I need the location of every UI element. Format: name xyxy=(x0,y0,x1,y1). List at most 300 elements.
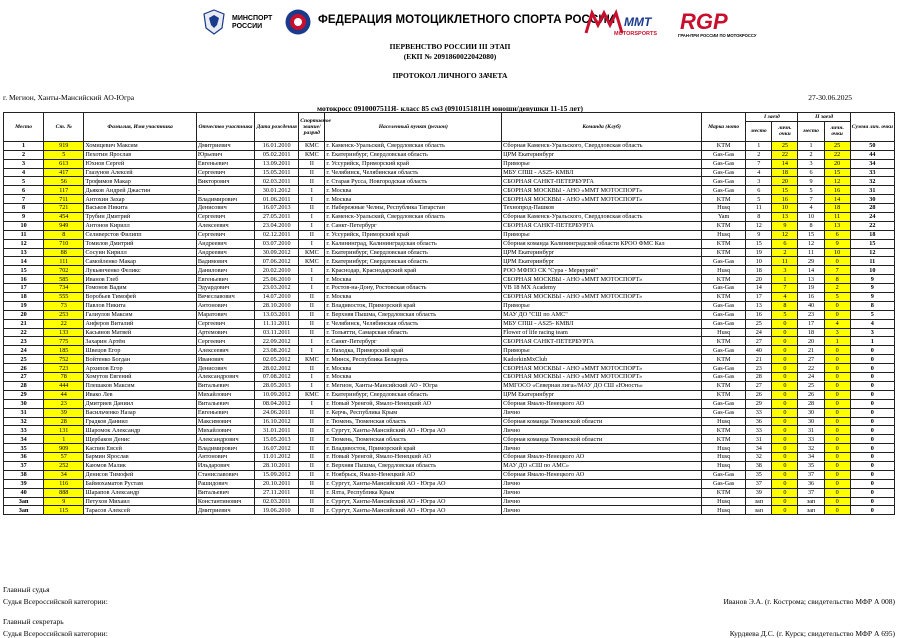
cell-race1-pos: 12 xyxy=(746,221,772,230)
cell-race2-pos: 5 xyxy=(798,186,824,195)
cell-race1-pos: 5 xyxy=(746,195,772,204)
cell-brand: KTM xyxy=(702,390,746,399)
table-row xyxy=(4,479,895,488)
col-name: Фамилия, Имя участника xyxy=(84,113,197,142)
cell-team: СБОРНАЯ САНКТ-ПЕТЕРБУРГА xyxy=(502,221,702,230)
cell-total: 0 xyxy=(850,488,894,497)
cell-dob: 15.05.2013 xyxy=(255,435,299,444)
cell-rank: I xyxy=(299,266,325,275)
cell-patronymic: Евгеньевич xyxy=(196,275,254,284)
cell-city: г. Владивосток, Приморский край xyxy=(325,301,502,310)
cell-brand: Gas-Gas xyxy=(702,257,746,266)
cell-name: Гомонов Вадим xyxy=(84,284,197,293)
cell-place: 33 xyxy=(4,426,44,435)
cell-brand: Gas-Gas xyxy=(702,159,746,168)
cell-race2-pts: 15 xyxy=(824,168,850,177)
cell-team: Flower of life racing team xyxy=(502,328,702,337)
cell-name: Петухов Михаил xyxy=(84,497,197,506)
cell-race1-pos: 25 xyxy=(746,319,772,328)
cell-brand: Gas-Gas xyxy=(702,168,746,177)
cell-total: 11 xyxy=(850,257,894,266)
cell-patronymic: Денисович xyxy=(196,204,254,213)
cell-name: Ивако Лев xyxy=(84,390,197,399)
table-row xyxy=(4,408,895,417)
cell-patronymic: Витальевич xyxy=(196,399,254,408)
mmt-motorsports-logo xyxy=(584,9,656,37)
cell-race2-pos: 11 xyxy=(798,248,824,257)
table-row xyxy=(4,461,895,470)
cell-number: 28 xyxy=(44,417,84,426)
table-row xyxy=(4,373,895,382)
table-row xyxy=(4,453,895,462)
cell-patronymic: Сергеевич xyxy=(196,168,254,177)
cell-race2-pts: 0 xyxy=(824,506,850,515)
cell-team: СБОРНАЯ МОСКВЫ - АНО «ММТ МОТОСПОРТ» xyxy=(502,364,702,373)
col-number: Ст. № xyxy=(44,113,84,142)
table-row xyxy=(4,426,895,435)
cell-race2-pos: 8 xyxy=(798,221,824,230)
cell-patronymic: - xyxy=(196,186,254,195)
cell-patronymic: Максимович xyxy=(196,417,254,426)
cell-city: г. Тюмень, Тюменская область xyxy=(325,417,502,426)
cell-number: 454 xyxy=(44,213,84,222)
cell-race1-pos: 13 xyxy=(746,301,772,310)
cell-place: 32 xyxy=(4,417,44,426)
cell-dob: 28.05.2013 xyxy=(255,381,299,390)
cell-race1-pos: 4 xyxy=(746,168,772,177)
cell-brand: KTM xyxy=(702,337,746,346)
col-brand: Марка мото xyxy=(702,113,746,142)
cell-race1-pos: 27 xyxy=(746,381,772,390)
cell-race1-pos: 6 xyxy=(746,186,772,195)
cell-city: г. Тольятти, Самарская область xyxy=(325,328,502,337)
cell-race2-pts: 0 xyxy=(824,364,850,373)
cell-rank: КМС xyxy=(299,390,325,399)
cell-total: 0 xyxy=(850,381,894,390)
cell-total: 4 xyxy=(850,319,894,328)
cell-race1-pts: 0 xyxy=(772,373,798,382)
cell-name: Тарасов Алексей xyxy=(84,506,197,515)
cell-race2-pos: 16 xyxy=(798,293,824,302)
cell-race2-pos: 6 xyxy=(798,168,824,177)
col-patronymic: Отчество участника xyxy=(196,113,254,142)
cell-name: Денисов Тимофей xyxy=(84,470,197,479)
cell-brand: KTM xyxy=(702,141,746,150)
cell-name: Антонов Кирилл xyxy=(84,221,197,230)
table-row xyxy=(4,435,895,444)
cell-race2-pts: 0 xyxy=(824,470,850,479)
table-row xyxy=(4,301,895,310)
cell-team: Лично xyxy=(502,479,702,488)
table-row xyxy=(4,444,895,453)
cell-dob: 28.10.2011 xyxy=(255,461,299,470)
cell-rank: II xyxy=(299,293,325,302)
cell-name: Павлов Никита xyxy=(84,301,197,310)
cell-number: 775 xyxy=(44,337,84,346)
cell-race1-pos: 15 xyxy=(746,239,772,248)
cell-team: РОО МФПО СК "Сура - Меркурий" xyxy=(502,266,702,275)
cell-city: г. Новый Уренгой, Ямало-Ненецкий АО xyxy=(325,453,502,462)
cell-race1-pos: 29 xyxy=(746,399,772,408)
cell-brand: Gas-Gas xyxy=(702,310,746,319)
cell-race1-pts: 20 xyxy=(772,177,798,186)
cell-race1-pts: 6 xyxy=(772,239,798,248)
cell-race1-pts: 0 xyxy=(772,444,798,453)
cell-race2-pts: 0 xyxy=(824,310,850,319)
cell-name: Пехотин Ярослав xyxy=(84,150,197,159)
cell-patronymic: Сергеевич xyxy=(196,213,254,222)
cell-name: Захарин Артём xyxy=(84,337,197,346)
cell-rank: II xyxy=(299,364,325,373)
cell-race2-pts: 7 xyxy=(824,266,850,275)
cell-race2-pts: 0 xyxy=(824,488,850,497)
cell-race2-pts: 0 xyxy=(824,497,850,506)
cell-patronymic: Владимирович xyxy=(196,444,254,453)
cell-brand: Husq xyxy=(702,444,746,453)
col-rank: Спортивное звание/разряд xyxy=(299,113,325,142)
cell-dob: 27.11.2011 xyxy=(255,488,299,497)
cell-number: 919 xyxy=(44,141,84,150)
cell-patronymic: Александрович xyxy=(196,435,254,444)
cell-team: Лично xyxy=(502,444,702,453)
table-row xyxy=(4,346,895,355)
cell-place: 30 xyxy=(4,399,44,408)
cell-brand: Husq xyxy=(702,328,746,337)
cell-brand: Gas-Gas xyxy=(702,470,746,479)
cell-race1-pos: 40 xyxy=(746,346,772,355)
cell-race1-pos: 7 xyxy=(746,159,772,168)
svg-text:ГРАН-ПРИ РОССИИ ПО МОТОКРОССУ: ГРАН-ПРИ РОССИИ ПО МОТОКРОССУ xyxy=(678,33,757,38)
cell-race1-pts: 3 xyxy=(772,266,798,275)
cell-race2-pos: 18 xyxy=(798,328,824,337)
cell-name: Трубин Дмитрий xyxy=(84,213,197,222)
cell-team: Сборная Каменск-Уральского, Свердловская область xyxy=(502,141,702,150)
cell-rank: КМС xyxy=(299,355,325,364)
cell-place: 1 xyxy=(4,141,44,150)
cell-race2-pos: зап xyxy=(798,497,824,506)
cell-race2-pos: 4 xyxy=(798,204,824,213)
cell-race1-pts: 0 xyxy=(772,364,798,373)
cell-brand: Husq xyxy=(702,453,746,462)
table-row xyxy=(4,390,895,399)
cell-patronymic: Дмитриевич xyxy=(196,141,254,150)
cell-race1-pts: 4 xyxy=(772,293,798,302)
cell-brand: Husq xyxy=(702,230,746,239)
cell-place: 17 xyxy=(4,284,44,293)
cell-place: 11 xyxy=(4,230,44,239)
cell-patronymic: Витальевич xyxy=(196,381,254,390)
cell-city: г. Екатеринбург, Свердловская область xyxy=(325,150,502,159)
cell-race2-pts: 9 xyxy=(824,239,850,248)
cell-brand: KTM xyxy=(702,275,746,284)
cell-team: МБУ СПШ - AS25- КМВЛ xyxy=(502,319,702,328)
cell-patronymic: Александрович xyxy=(196,373,254,382)
cell-place: 38 xyxy=(4,470,44,479)
cell-team: СБОРНАЯ МОСКВЫ - АНО «ММТ МОТОСПОРТ» xyxy=(502,195,702,204)
cell-total: 0 xyxy=(850,470,894,479)
cell-place: 39 xyxy=(4,479,44,488)
cell-team: ЦРМ Екатеринбург xyxy=(502,150,702,159)
cell-team: Сборная команда Калининградской области КРОО ФМС Кал xyxy=(502,239,702,248)
cell-race1-pts: 12 xyxy=(772,230,798,239)
cell-race2-pos: 14 xyxy=(798,266,824,275)
cell-race1-pts: 15 xyxy=(772,186,798,195)
cell-name: Шаромок Александр xyxy=(84,426,197,435)
cell-number: 131 xyxy=(44,426,84,435)
cell-race1-pos: 32 xyxy=(746,453,772,462)
cell-race2-pos: 30 xyxy=(798,417,824,426)
cell-total: 9 xyxy=(850,293,894,302)
cell-race2-pos: 12 xyxy=(798,239,824,248)
cell-number: 702 xyxy=(44,266,84,275)
cell-dob: 23.08.2012 xyxy=(255,346,299,355)
table-row xyxy=(4,470,895,479)
cell-name: Каюмов Малик xyxy=(84,461,197,470)
cell-total: 9 xyxy=(850,284,894,293)
cell-total: 0 xyxy=(850,417,894,426)
cell-race2-pos: 2 xyxy=(798,150,824,159)
cell-name: Воробьев Тимофей xyxy=(84,293,197,302)
table-row xyxy=(4,168,895,177)
cell-number: 613 xyxy=(44,159,84,168)
cell-race2-pos: 37 xyxy=(798,470,824,479)
cell-dob: 16.07.2012 xyxy=(255,444,299,453)
cell-rank: II xyxy=(299,444,325,453)
cell-dob: 25.06.2010 xyxy=(255,275,299,284)
cell-place: 19 xyxy=(4,301,44,310)
cell-rank: I xyxy=(299,186,325,195)
minsport-label xyxy=(232,15,272,31)
cell-city: г. Владивосток, Приморский край xyxy=(325,444,502,453)
cell-dob: 07.08.2012 xyxy=(255,373,299,382)
svg-text:MMT: MMT xyxy=(624,15,652,29)
cell-team: Технопрод-Пашков xyxy=(502,204,702,213)
cell-number: 57 xyxy=(44,453,84,462)
cell-name: Каспин Евсей xyxy=(84,444,197,453)
cell-race2-pos: 25 xyxy=(798,381,824,390)
protocol-title: ПРОТОКОЛ ЛИЧНОГО ЗАЧЕТА xyxy=(392,71,508,80)
cell-patronymic: Антонович xyxy=(196,301,254,310)
table-row xyxy=(4,310,895,319)
minsport-line1: МИНСПОРТ xyxy=(232,15,273,22)
table-row xyxy=(4,417,895,426)
cell-number: 56 xyxy=(44,177,84,186)
cell-team: KadorkinMxClub xyxy=(502,355,702,364)
secretary-category: Судья Всероссийской категории: xyxy=(3,629,108,638)
cell-rank: II xyxy=(299,319,325,328)
cell-patronymic: Рашидович xyxy=(196,479,254,488)
cell-dob: 11.01.2012 xyxy=(255,453,299,462)
cell-patronymic: Данилович xyxy=(196,266,254,275)
cell-city: г. Москва xyxy=(325,373,502,382)
cell-rank: I xyxy=(299,239,325,248)
cell-city: г. Екатеринбург, Свердловская область xyxy=(325,248,502,257)
cell-team: Сборная команда Тюменской области xyxy=(502,417,702,426)
cell-rank: II xyxy=(299,453,325,462)
cell-dob: 01.06.2011 xyxy=(255,195,299,204)
table-row xyxy=(4,213,895,222)
cell-total: 28 xyxy=(850,204,894,213)
cell-race2-pts: 0 xyxy=(824,444,850,453)
cell-dob: 08.04.2012 xyxy=(255,399,299,408)
cell-rank: КМС xyxy=(299,248,325,257)
cell-name: Трофимов Макар xyxy=(84,177,197,186)
cell-total: 1 xyxy=(850,337,894,346)
cell-race2-pts: 0 xyxy=(824,390,850,399)
cell-dob: 28.02.2012 xyxy=(255,364,299,373)
cell-team: ЦРМ Екатеринбург xyxy=(502,248,702,257)
cell-race2-pos: 34 xyxy=(798,453,824,462)
cell-number: 555 xyxy=(44,293,84,302)
cell-race2-pts: 22 xyxy=(824,150,850,159)
cell-place: 31 xyxy=(4,408,44,417)
cell-place: 8 xyxy=(4,204,44,213)
cell-dob: 02.03.2011 xyxy=(255,177,299,186)
cell-patronymic: Вадимович xyxy=(196,257,254,266)
cell-place: 14 xyxy=(4,257,44,266)
table-row xyxy=(4,364,895,373)
cell-dob: 10.09.2012 xyxy=(255,390,299,399)
cell-rank: II xyxy=(299,479,325,488)
cell-number: 909 xyxy=(44,444,84,453)
cell-name: Шарапов Александр xyxy=(84,488,197,497)
cell-race2-pts: 0 xyxy=(824,399,850,408)
cell-race2-pos: 31 xyxy=(798,426,824,435)
cell-rank: II xyxy=(299,230,325,239)
cell-race1-pos: 36 xyxy=(746,417,772,426)
cell-total: 3 xyxy=(850,328,894,337)
cell-race1-pts: 0 xyxy=(772,426,798,435)
cell-team: ЦРМ Екатеринбург xyxy=(502,390,702,399)
cell-dob: 23.04.2010 xyxy=(255,221,299,230)
cell-rank: II xyxy=(299,328,325,337)
cell-place: 2 xyxy=(4,150,44,159)
cell-race1-pos: 37 xyxy=(746,479,772,488)
cell-brand: Gas-Gas xyxy=(702,408,746,417)
cell-place: 20 xyxy=(4,310,44,319)
table-row xyxy=(4,186,895,195)
col-race2-pts: личн. очки xyxy=(824,121,850,141)
cell-total: 0 xyxy=(850,364,894,373)
cell-race2-pts: 0 xyxy=(824,355,850,364)
cell-race1-pos: 27 xyxy=(746,337,772,346)
cell-name: Касьянов Матвей xyxy=(84,328,197,337)
table-row xyxy=(4,257,895,266)
cell-name: Бармин Ярослав xyxy=(84,453,197,462)
cell-number: 133 xyxy=(44,328,84,337)
cell-place: Зап xyxy=(4,497,44,506)
cell-race1-pts: 13 xyxy=(772,213,798,222)
cell-race1-pts: 0 xyxy=(772,470,798,479)
secretary-title: Главный секретарь xyxy=(3,617,64,626)
cell-brand: KTM xyxy=(702,221,746,230)
cell-total: 12 xyxy=(850,248,894,257)
cell-total: 34 xyxy=(850,159,894,168)
cell-race2-pos: 37 xyxy=(798,488,824,497)
cell-race1-pts: 0 xyxy=(772,381,798,390)
cell-place: Зап xyxy=(4,506,44,515)
cell-team: Сборная Ямало-Ненецкого АО xyxy=(502,470,702,479)
cell-number: 252 xyxy=(44,461,84,470)
cell-brand: KTM xyxy=(702,381,746,390)
cell-race1-pts: 0 xyxy=(772,390,798,399)
cell-race1-pts: 7 xyxy=(772,284,798,293)
cell-patronymic: Алексеевич xyxy=(196,221,254,230)
cell-city: г. Ноябрьск, Ямало-Ненецкий АО xyxy=(325,470,502,479)
cell-dob: 15.05.2011 xyxy=(255,168,299,177)
cell-number: 734 xyxy=(44,284,84,293)
cell-number: 5 xyxy=(44,150,84,159)
cell-rank: II xyxy=(299,426,325,435)
cell-number: 888 xyxy=(44,488,84,497)
cell-rank: I xyxy=(299,284,325,293)
cell-race2-pts: 14 xyxy=(824,195,850,204)
cell-city: г. Екатеринбург, Свердловская область xyxy=(325,257,502,266)
cell-dob: 20.02.2010 xyxy=(255,266,299,275)
cell-city: г. Москва xyxy=(325,293,502,302)
cell-race1-pos: 34 xyxy=(746,444,772,453)
cell-rank: II xyxy=(299,470,325,479)
cell-total: 10 xyxy=(850,266,894,275)
table-row xyxy=(4,195,895,204)
table-row xyxy=(4,319,895,328)
cell-race1-pts: 10 xyxy=(772,204,798,213)
cell-place: 3 xyxy=(4,159,44,168)
cell-brand: KTM xyxy=(702,435,746,444)
cell-patronymic: Эдуардович xyxy=(196,284,254,293)
cell-race2-pts: 0 xyxy=(824,373,850,382)
cell-name: Хомицевич Максим xyxy=(84,141,197,150)
cell-race1-pos: 17 xyxy=(746,293,772,302)
cell-race1-pts: 18 xyxy=(772,168,798,177)
cell-race1-pos: 33 xyxy=(746,408,772,417)
table-row xyxy=(4,399,895,408)
cell-race1-pos: 16 xyxy=(746,310,772,319)
cell-race1-pos: 31 xyxy=(746,435,772,444)
cell-race1-pts: 0 xyxy=(772,417,798,426)
cell-race2-pos: 22 xyxy=(798,364,824,373)
cell-race1-pts: 5 xyxy=(772,310,798,319)
cell-race1-pos: 8 xyxy=(746,213,772,222)
cell-city: г. Калининград, Калининградская область xyxy=(325,239,502,248)
cell-team: Сборная Каменск-Уральского, Свердловская область xyxy=(502,213,702,222)
cell-brand: KTM xyxy=(702,355,746,364)
cell-city: г. Верхняя Пышма, Свердловская область xyxy=(325,461,502,470)
cell-brand: KTM xyxy=(702,239,746,248)
cell-dob: 28.10.2010 xyxy=(255,301,299,310)
cell-dob: 27.05.2011 xyxy=(255,213,299,222)
cell-dob: 23.03.2012 xyxy=(255,284,299,293)
cell-place: 18 xyxy=(4,293,44,302)
cell-total: 0 xyxy=(850,426,894,435)
cell-team: МБУ СПШ - AS25- КМВЛ xyxy=(502,168,702,177)
cell-dob: 24.06.2011 xyxy=(255,408,299,417)
table-row xyxy=(4,239,895,248)
cell-team: Приморье xyxy=(502,346,702,355)
cell-dob: 03.07.2010 xyxy=(255,239,299,248)
cell-name: Дьяков Андрей Джастин xyxy=(84,186,197,195)
cell-team: Сборная команда Тюменской области xyxy=(502,435,702,444)
cell-race1-pos: 20 xyxy=(746,275,772,284)
cell-total: 0 xyxy=(850,453,894,462)
cell-name: Дмитриев Даниил xyxy=(84,399,197,408)
cell-total: 24 xyxy=(850,213,894,222)
judge-name: Иванов Э.А. (г. Кострома; свидетельство МФР А 008) xyxy=(723,597,895,606)
cell-brand: Husq xyxy=(702,461,746,470)
cell-place: 9 xyxy=(4,213,44,222)
cell-race2-pts: 6 xyxy=(824,230,850,239)
cell-race1-pts: 0 xyxy=(772,435,798,444)
